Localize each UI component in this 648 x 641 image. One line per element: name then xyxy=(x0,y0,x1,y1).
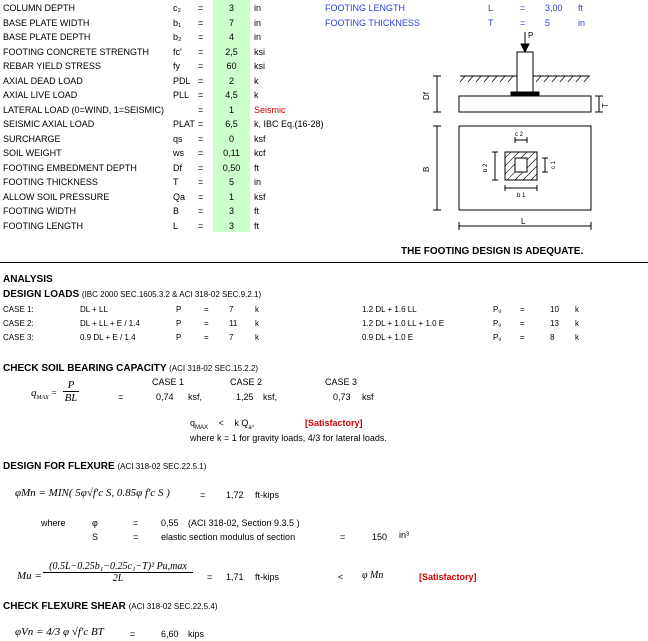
input-value[interactable]: 0,11 xyxy=(223,148,240,158)
input-value[interactable]: 4 xyxy=(228,32,234,42)
input-equals: = xyxy=(198,148,204,158)
input-equals: = xyxy=(198,191,204,202)
case-factored-value: 13 xyxy=(550,319,559,328)
input-value[interactable]: 2 xyxy=(228,75,234,86)
case-name: CASE 3: xyxy=(3,333,34,342)
soil-unit-3: ksf xyxy=(362,392,374,402)
input-value[interactable]: 0 xyxy=(228,133,234,144)
mu-phi-mn: φ Mn xyxy=(362,570,384,581)
soil-check-comma: , xyxy=(251,418,255,428)
diagram-label-p: P xyxy=(528,31,534,40)
input-row xyxy=(0,59,330,73)
design-loads-ref: (IBC 2000 SEC.1605.3.2 & ACI 318-02 SEC.9.2.1) xyxy=(81,290,262,299)
result-label: FOOTING LENGTH xyxy=(325,3,406,13)
mu-denominator: 2L xyxy=(112,573,124,584)
case-pu: Pᵤ xyxy=(493,305,502,314)
adequacy-message: THE FOOTING DESIGN IS ADEQUATE. xyxy=(401,246,584,257)
input-equals: = xyxy=(198,3,204,13)
input-equals: = xyxy=(198,162,204,173)
s-value: 150 xyxy=(372,532,388,542)
soil-check-qsub: MAX xyxy=(195,424,209,431)
input-equals: = xyxy=(198,206,204,216)
s-equals: = xyxy=(133,532,139,542)
input-row xyxy=(0,1,330,15)
mu-lt: < xyxy=(338,572,344,582)
soil-heading xyxy=(3,363,258,374)
soil-check-q: q xyxy=(190,418,196,428)
input-symbol: b₂ xyxy=(173,32,182,42)
input-row xyxy=(0,146,330,160)
input-value[interactable]: 6,5 xyxy=(225,119,238,129)
qmax-equals: = xyxy=(51,388,57,398)
input-equals: = xyxy=(198,119,204,129)
input-value[interactable]: 4,5 xyxy=(225,90,238,100)
soil-unit-1: ksf, xyxy=(188,392,203,402)
case-p: P xyxy=(176,305,182,314)
soil-case3-label: CASE 3 xyxy=(325,377,358,387)
case-equals: = xyxy=(204,319,209,328)
input-symbol: ws xyxy=(173,148,184,158)
input-label: COLUMN DEPTH xyxy=(3,3,76,13)
result-equals: = xyxy=(520,17,526,28)
result-unit: in xyxy=(578,17,586,28)
diagram-label-b2: b 2 xyxy=(483,163,489,172)
input-value[interactable]: 60 xyxy=(226,61,237,71)
input-row xyxy=(0,204,330,218)
case-combination: DL + LL xyxy=(80,305,108,314)
input-label: REBAR YIELD STRESS xyxy=(3,61,101,71)
diagram-label-c1: c 1 xyxy=(551,160,557,169)
phi-mn-formula: φMn = MIN( 5φ√f'c S, 0.85φ f'c S ) xyxy=(15,487,170,499)
input-symbol: fc' xyxy=(173,46,182,57)
case-unit: k xyxy=(255,333,259,342)
input-unit: k xyxy=(254,90,259,100)
input-value[interactable]: 1 xyxy=(228,191,234,202)
input-symbol: PLAT xyxy=(173,119,195,129)
input-value[interactable]: 3 xyxy=(228,206,234,216)
input-row xyxy=(0,103,330,117)
case-factored-unit: k xyxy=(575,305,579,314)
input-value[interactable]: 7 xyxy=(228,17,234,28)
flexure-unit: ft-kips xyxy=(255,490,280,500)
phi-equals: = xyxy=(133,518,139,528)
flexure-ref: (ACI 318-02 SEC.22.5.1) xyxy=(117,462,207,471)
case-value: 7 xyxy=(229,305,234,314)
case-factored-combination: 1.2 DL + 1.0 LL + 1.0 E xyxy=(362,319,445,328)
result-symbol: L xyxy=(488,3,494,13)
input-symbol: c₂ xyxy=(173,3,181,13)
case-pu: Pᵤ xyxy=(493,333,502,342)
case-factored-unit: k xyxy=(575,319,579,328)
soil-check xyxy=(190,418,254,431)
case-factored-combination: 0.9 DL + 1.0 E xyxy=(362,333,414,342)
input-unit: ksi xyxy=(254,46,265,57)
case-name: CASE 1: xyxy=(3,305,34,314)
soil-val-1: 0,74 xyxy=(156,392,174,402)
qmax-symbol xyxy=(31,387,57,401)
input-equals: = xyxy=(198,32,204,42)
s-description: elastic section modulus of section xyxy=(161,532,296,542)
flexure-value: 1,72 xyxy=(226,490,244,500)
input-unit: ksi xyxy=(254,61,265,71)
input-symbol: PDL xyxy=(173,75,191,86)
soil-check-ksub: a xyxy=(248,424,252,431)
input-label: ALLOW SOIL PRESSURE xyxy=(3,191,110,202)
input-unit: in xyxy=(254,177,262,187)
result-equals: = xyxy=(520,3,526,13)
input-equals: = xyxy=(198,17,204,28)
diagram-label-df: Df xyxy=(422,92,431,100)
input-row xyxy=(0,175,330,189)
diagram-label-b1: b 1 xyxy=(517,193,526,199)
phi-vn-formula: φVn = 4/3 φ √f'c BT xyxy=(15,626,104,638)
input-symbol: qs xyxy=(173,133,183,144)
shear-title: CHECK FLEXURE SHEAR xyxy=(3,601,126,612)
soil-check-kq: k Q xyxy=(234,418,249,428)
input-row xyxy=(0,117,330,131)
input-row xyxy=(0,16,330,30)
flexure-status: [Satisfactory] xyxy=(419,572,477,582)
mu-unit: ft-kips xyxy=(255,572,280,582)
case-equals: = xyxy=(204,333,209,342)
input-symbol: Df xyxy=(173,162,182,173)
input-unit: kcf xyxy=(254,148,266,158)
case-equals: = xyxy=(204,305,209,314)
qmax-q: q xyxy=(31,387,37,399)
s-symbol: S xyxy=(92,532,99,542)
input-unit: in xyxy=(254,17,262,28)
input-equals: = xyxy=(198,133,204,144)
input-unit: in xyxy=(254,3,262,13)
input-equals: = xyxy=(198,61,204,71)
input-label: AXIAL LIVE LOAD xyxy=(3,90,78,100)
qmax-denominator: BL xyxy=(64,392,78,404)
input-unit: in xyxy=(254,32,262,42)
input-label: BASE PLATE WIDTH xyxy=(3,17,90,28)
input-unit: ksf xyxy=(254,133,266,144)
soil-val-2: 1,25 xyxy=(236,392,254,402)
mu-lhs: Mu = xyxy=(17,570,42,582)
soil-val-3: 0,73 xyxy=(333,392,351,402)
input-symbol: L xyxy=(173,220,179,231)
shear-equals: = xyxy=(130,629,136,639)
case-unit: k xyxy=(255,319,259,328)
section-divider xyxy=(0,262,648,263)
shear-ref: (ACI 318-02 SEC.22.5.4) xyxy=(128,602,218,611)
input-symbol: b₁ xyxy=(173,17,182,28)
soil-case1-label: CASE 1 xyxy=(152,377,185,387)
input-row xyxy=(0,161,330,175)
input-value[interactable]: 3 xyxy=(228,3,234,13)
input-symbol: T xyxy=(173,177,179,187)
case-equals-2: = xyxy=(520,319,525,328)
input-symbol: Qa xyxy=(173,191,186,202)
input-label: SURCHARGE xyxy=(3,133,61,144)
input-label: SEISMIC AXIAL LOAD xyxy=(3,119,95,129)
design-loads-heading xyxy=(3,289,261,300)
soil-case2-label: CASE 2 xyxy=(230,377,263,387)
case-name: CASE 2: xyxy=(3,319,34,328)
input-label: FOOTING CONCRETE STRENGTH xyxy=(3,46,149,57)
input-value[interactable]: 2,5 xyxy=(225,46,238,57)
input-value[interactable]: 1 xyxy=(228,104,234,115)
diagram-label-c2: c 2 xyxy=(515,132,524,138)
diagram-label-t: T xyxy=(601,103,610,108)
case-combination: 0.9 DL + E / 1.4 xyxy=(80,333,136,342)
mu-equals: = xyxy=(207,572,213,582)
case-p: P xyxy=(176,333,182,342)
case-unit: k xyxy=(255,305,259,314)
qmax-fraction xyxy=(63,379,79,404)
qmax-sub: MAX xyxy=(36,395,49,402)
shear-heading xyxy=(3,601,218,612)
input-label: FOOTING EMBEDMENT DEPTH xyxy=(3,162,137,173)
s-equals-2: = xyxy=(340,532,346,542)
input-unit: ft xyxy=(254,162,260,173)
case-factored-unit: k xyxy=(575,333,579,342)
analysis-heading: ANALYSIS xyxy=(3,274,53,285)
flexure-equals: = xyxy=(200,490,206,500)
case-factored-value: 8 xyxy=(550,333,555,342)
input-label: FOOTING THICKNESS xyxy=(3,177,98,187)
input-row xyxy=(0,132,330,146)
phi-value: 0,55 xyxy=(161,518,179,528)
s-unit: in³ xyxy=(399,530,410,540)
phi-ref: (ACI 318-02, Section 9.3.5 ) xyxy=(188,518,300,528)
input-row xyxy=(0,88,330,102)
input-label: FOOTING WIDTH xyxy=(3,206,76,216)
input-label: FOOTING LENGTH xyxy=(3,220,84,231)
input-label: BASE PLATE DEPTH xyxy=(3,32,91,42)
input-unit: Seismic xyxy=(254,104,286,115)
footing-diagram xyxy=(415,28,615,238)
input-row xyxy=(0,45,330,59)
input-equals: = xyxy=(198,90,204,100)
diagram-label-l: L xyxy=(521,217,526,226)
input-row xyxy=(0,30,330,44)
input-unit: ft xyxy=(254,206,260,216)
input-row xyxy=(0,74,330,88)
case-factored-value: 10 xyxy=(550,305,559,314)
diagram-label-b: B xyxy=(422,166,431,172)
soil-where: where k = 1 for gravity loads, 4/3 for lateral loads. xyxy=(190,433,387,443)
input-unit: k, IBC Eq.(16-28) xyxy=(254,119,324,129)
mu-numerator: (0.5L−0.25b₁−0.25c₁−T)² Pu,max xyxy=(43,561,193,573)
input-row xyxy=(0,219,330,233)
input-equals: = xyxy=(198,177,204,187)
input-value[interactable]: 3 xyxy=(228,220,234,231)
input-symbol: PLL xyxy=(173,90,190,100)
input-value[interactable]: 0,50 xyxy=(222,162,241,173)
input-equals: = xyxy=(198,46,204,57)
soil-title: CHECK SOIL BEARING CAPACITY xyxy=(3,363,167,374)
shear-value: 6,60 xyxy=(161,629,179,639)
shear-unit: kips xyxy=(188,629,205,639)
input-unit: ksf xyxy=(254,191,266,202)
case-factored-combination: 1.2 DL + 1.6 LL xyxy=(362,305,417,314)
input-equals: = xyxy=(198,75,204,86)
flexure-heading xyxy=(3,461,206,472)
input-label: SOIL WEIGHT xyxy=(3,148,62,158)
input-label: AXIAL DEAD LOAD xyxy=(3,75,83,86)
case-equals-2: = xyxy=(520,305,525,314)
qmax-equals-2: = xyxy=(118,392,124,402)
qmax-numerator: P xyxy=(63,379,79,392)
design-loads-title: DESIGN LOADS xyxy=(3,289,80,300)
case-equals-2: = xyxy=(520,333,525,342)
soil-unit-2: ksf, xyxy=(263,392,278,402)
case-value: 11 xyxy=(229,319,238,328)
input-unit: ft xyxy=(254,220,260,231)
result-symbol: T xyxy=(488,17,494,28)
flexure-where: where xyxy=(41,518,66,528)
result-label: FOOTING THICKNESS xyxy=(325,17,420,28)
input-value[interactable]: 5 xyxy=(228,177,234,187)
flexure-title: DESIGN FOR FLEXURE xyxy=(3,461,115,472)
case-p: P xyxy=(176,319,182,328)
mu-value: 1,71 xyxy=(226,572,244,582)
result-value: 3,00 xyxy=(545,3,563,13)
result-value: 5 xyxy=(545,17,551,28)
input-symbol: B xyxy=(173,206,180,216)
case-value: 7 xyxy=(229,333,234,342)
input-equals: = xyxy=(198,104,204,115)
case-pu: Pᵤ xyxy=(493,319,502,328)
phi-symbol: φ xyxy=(92,518,98,528)
input-unit: k xyxy=(254,75,259,86)
input-equals: = xyxy=(198,220,204,231)
result-unit: ft xyxy=(578,3,584,13)
input-label: LATERAL LOAD (0=WIND, 1=SEISMIC) xyxy=(3,104,165,115)
soil-ref: (ACI 318-02 SEC.15.2.2) xyxy=(169,364,259,373)
case-combination: DL + LL + E / 1.4 xyxy=(80,319,140,328)
soil-check-lt: < xyxy=(218,418,224,428)
input-symbol: fy xyxy=(173,61,181,71)
input-row xyxy=(0,190,330,204)
mu-fraction xyxy=(43,561,193,584)
soil-status: [Satisfactory] xyxy=(305,418,363,428)
